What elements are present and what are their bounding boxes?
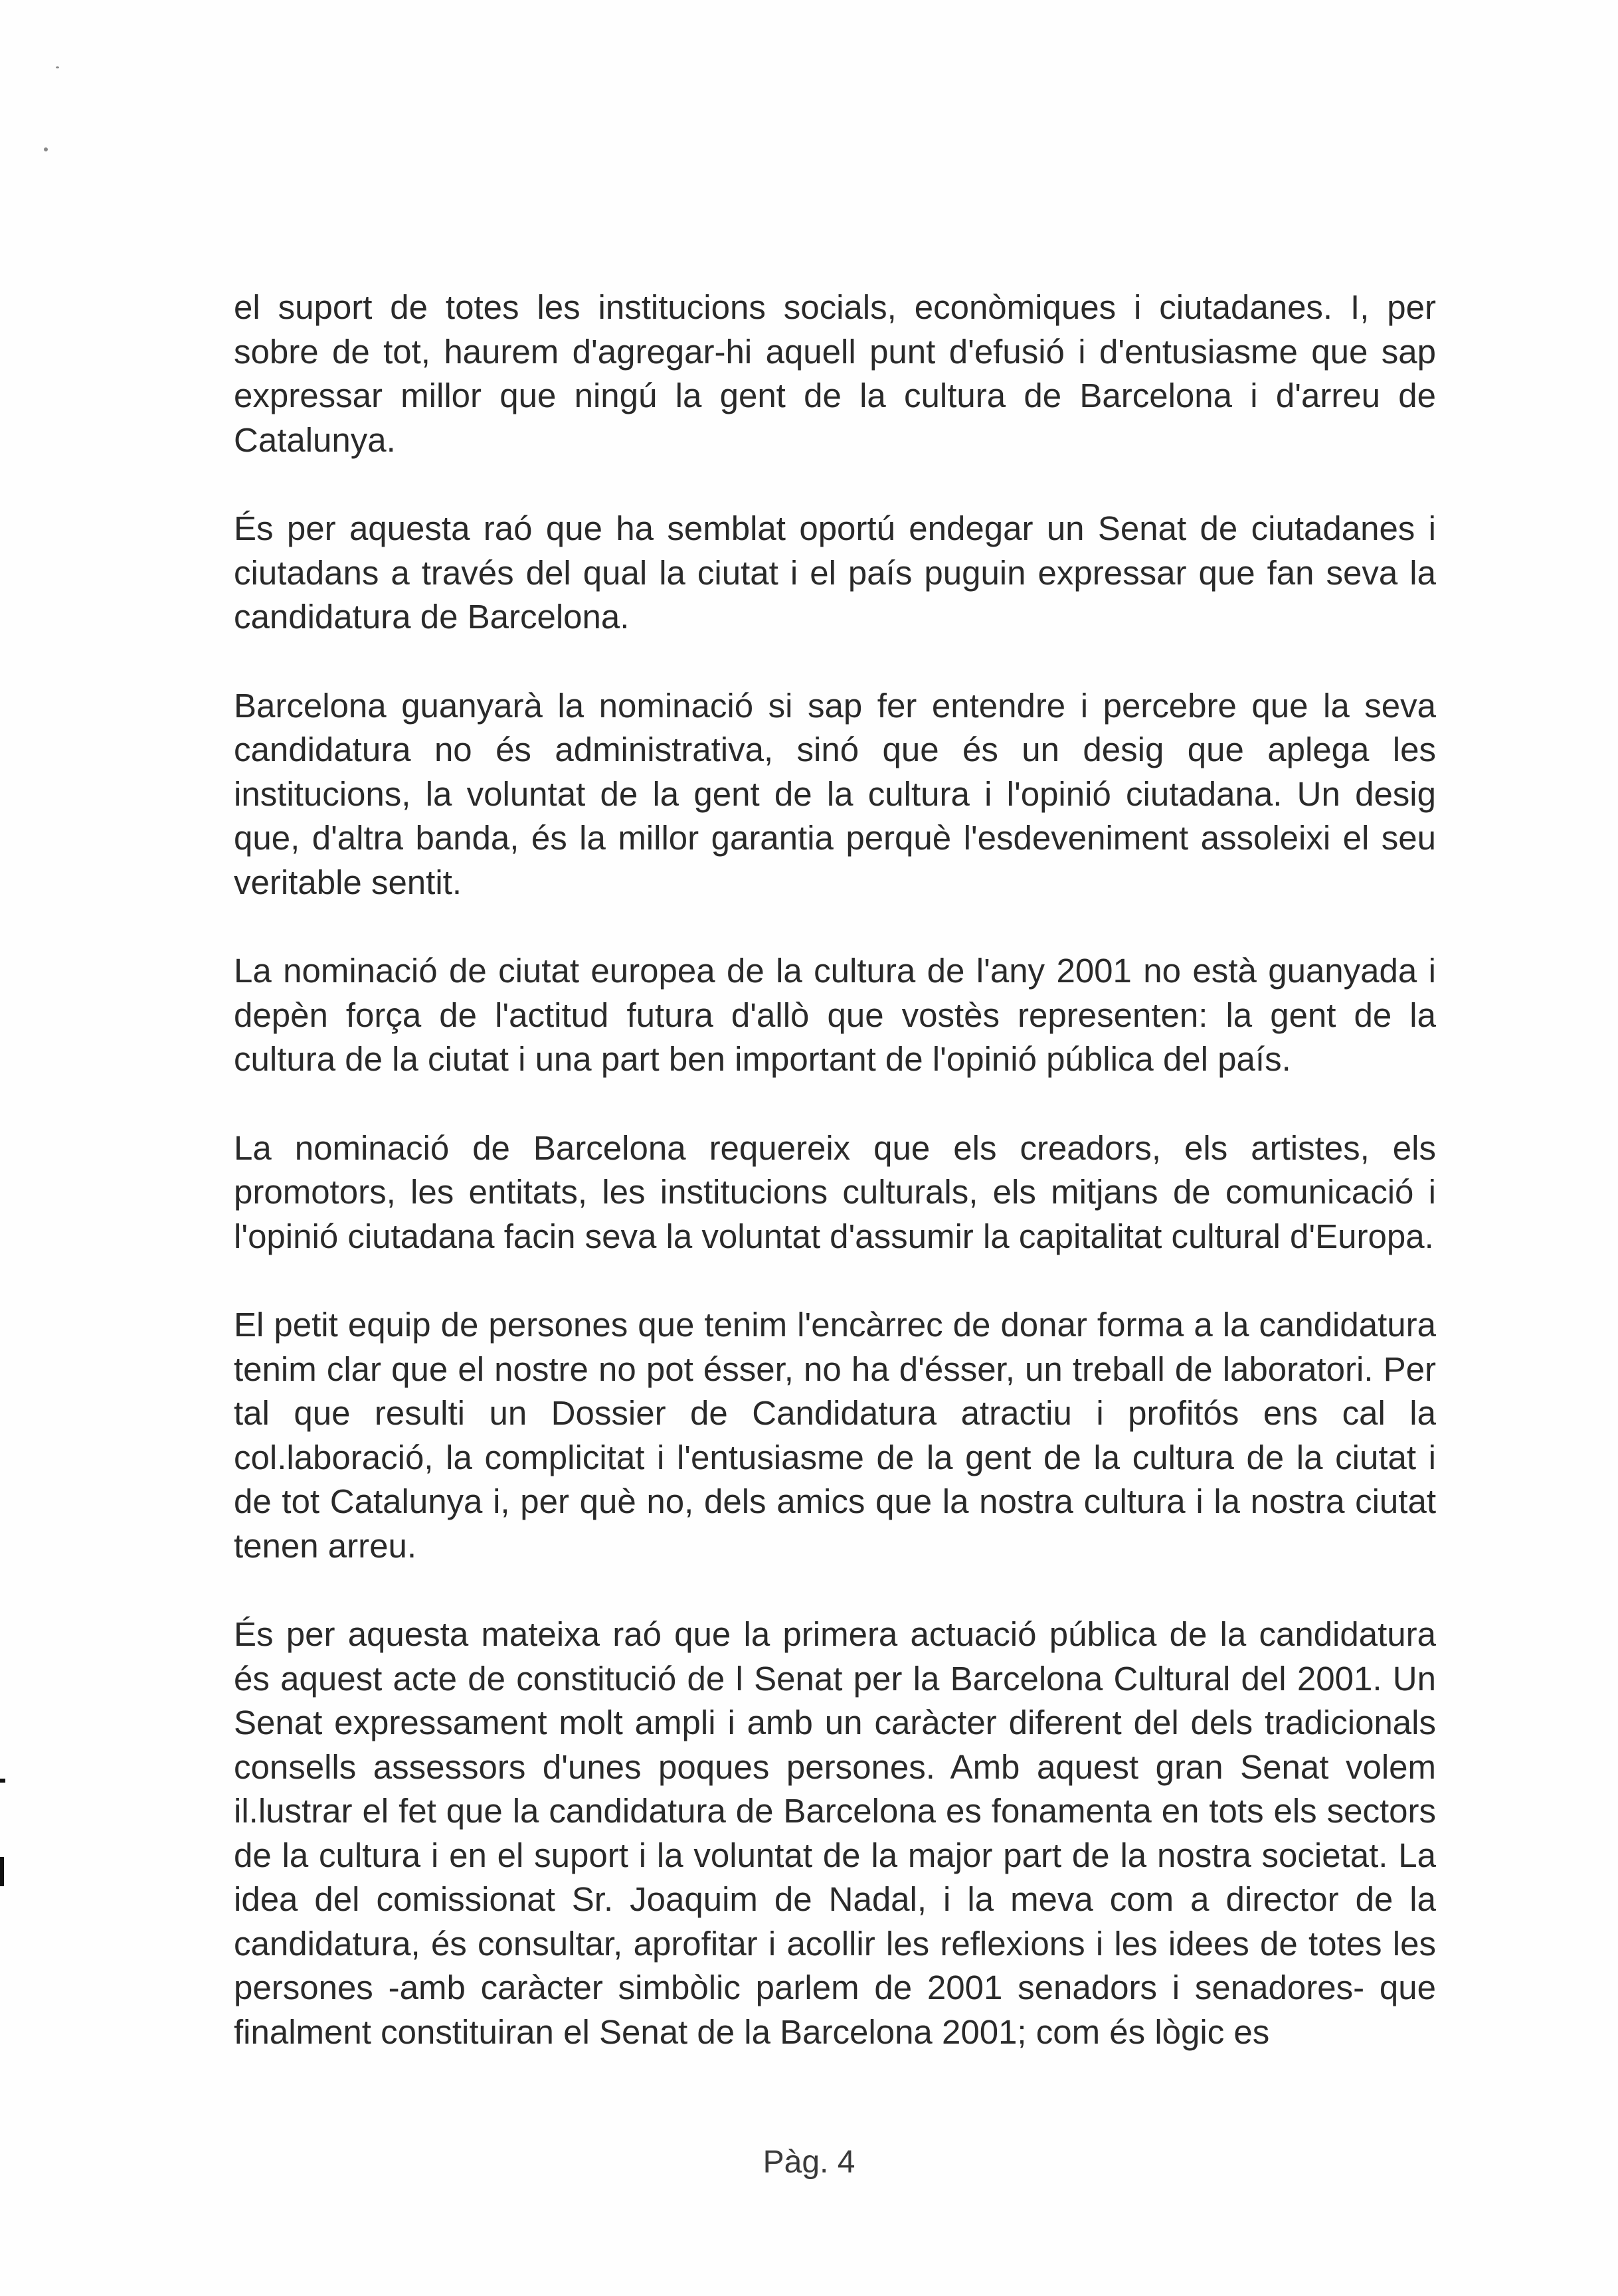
paragraph: La nominació de ciutat europea de la cultura de l'any 2001 no està guanyada i depèn força de l'actitud futura d'allò que vostès representen: la gent de la cultura de la ciutat i una part ben important de l'opinió pública del país. (234, 952, 1436, 1078)
page-number: Pàg. 4 (763, 2145, 855, 2180)
paragraph: el suport de totes les institucions socials, econòmiques i ciutadanes. I, per sobre de tot, haurem d'agregar-hi aquell punt d'efusió i d'entusiasme que sap expressar millor que ningú la gent de la cultura de Barcelona i d'arreu de Catalunya. (234, 288, 1436, 459)
paragraph: Barcelona guanyarà la nominació si sap fer entendre i percebre que la seva candidatura no és administrativa, sinó que és un desig que aplega les institucions, la voluntat de la gent de la cultura i l'opinió ciutadana. Un desig que, d'altra banda, és la millor garantia perquè l'esdeveniment assoleixi el seu veritable sentit. (234, 686, 1436, 901)
body-text (234, 286, 1436, 2054)
scan-speck (44, 147, 48, 151)
paragraph: La nominació de Barcelona requereix que els creadors, els artistes, els promotors, les entitats, les institucions culturals, els mitjans de comunicació i l'opinió ciutadana facin seva la voluntat d'assumir la capitalitat cultural d'Europa. (234, 1128, 1436, 1255)
scan-edge-mark (0, 1857, 4, 1886)
paragraph: És per aquesta mateixa raó que la primera actuació pública de la candidatura és aquest acte de constitució de l Senat per la Barcelona Cultural del 2001. Un Senat expressament molt ampli i amb un caràcter diferent del dels tradicionals consells assessors d'unes poques persones. Amb aquest gran Senat volem il.lustrar el fet que la candidatura de Barcelona es fonamenta en tots els sectors de la cultura i en el suport i la voluntat de la major part de la nostra societat. La idea del comissionat Sr. Joaquim de Nadal, i la meva com a director de la candidatura, és consultar, aprofitar i acollir les reflexions i les idees de totes les persones -amb caràcter simbòlic parlem de 2001 senadors i senadores- que finalment constituiran el Senat de la Barcelona 2001; com és lògic es (234, 1615, 1436, 2051)
scan-edge-mark (0, 1779, 5, 1783)
paragraph: El petit equip de persones que tenim l'encàrrec de donar forma a la candidatura tenim clar que el nostre no pot ésser, no ha d'ésser, un treball de laboratori. Per tal que resulti un Dossier de Candidatura atractiu i profitós ens cal la col.laboració, la complicitat i l'entusiasme de la gent de la cultura de la ciutat i de tot Catalunya i, per què no, dels amics que la nostra cultura i la nostra ciutat tenen arreu. (234, 1306, 1436, 1565)
paragraph: És per aquesta raó que ha semblat oportú endegar un Senat de ciutadanes i ciutadans a través del qual la ciutat i el país puguin expressar que fan seva la candidatura de Barcelona. (234, 509, 1436, 636)
scan-speck (56, 66, 59, 68)
